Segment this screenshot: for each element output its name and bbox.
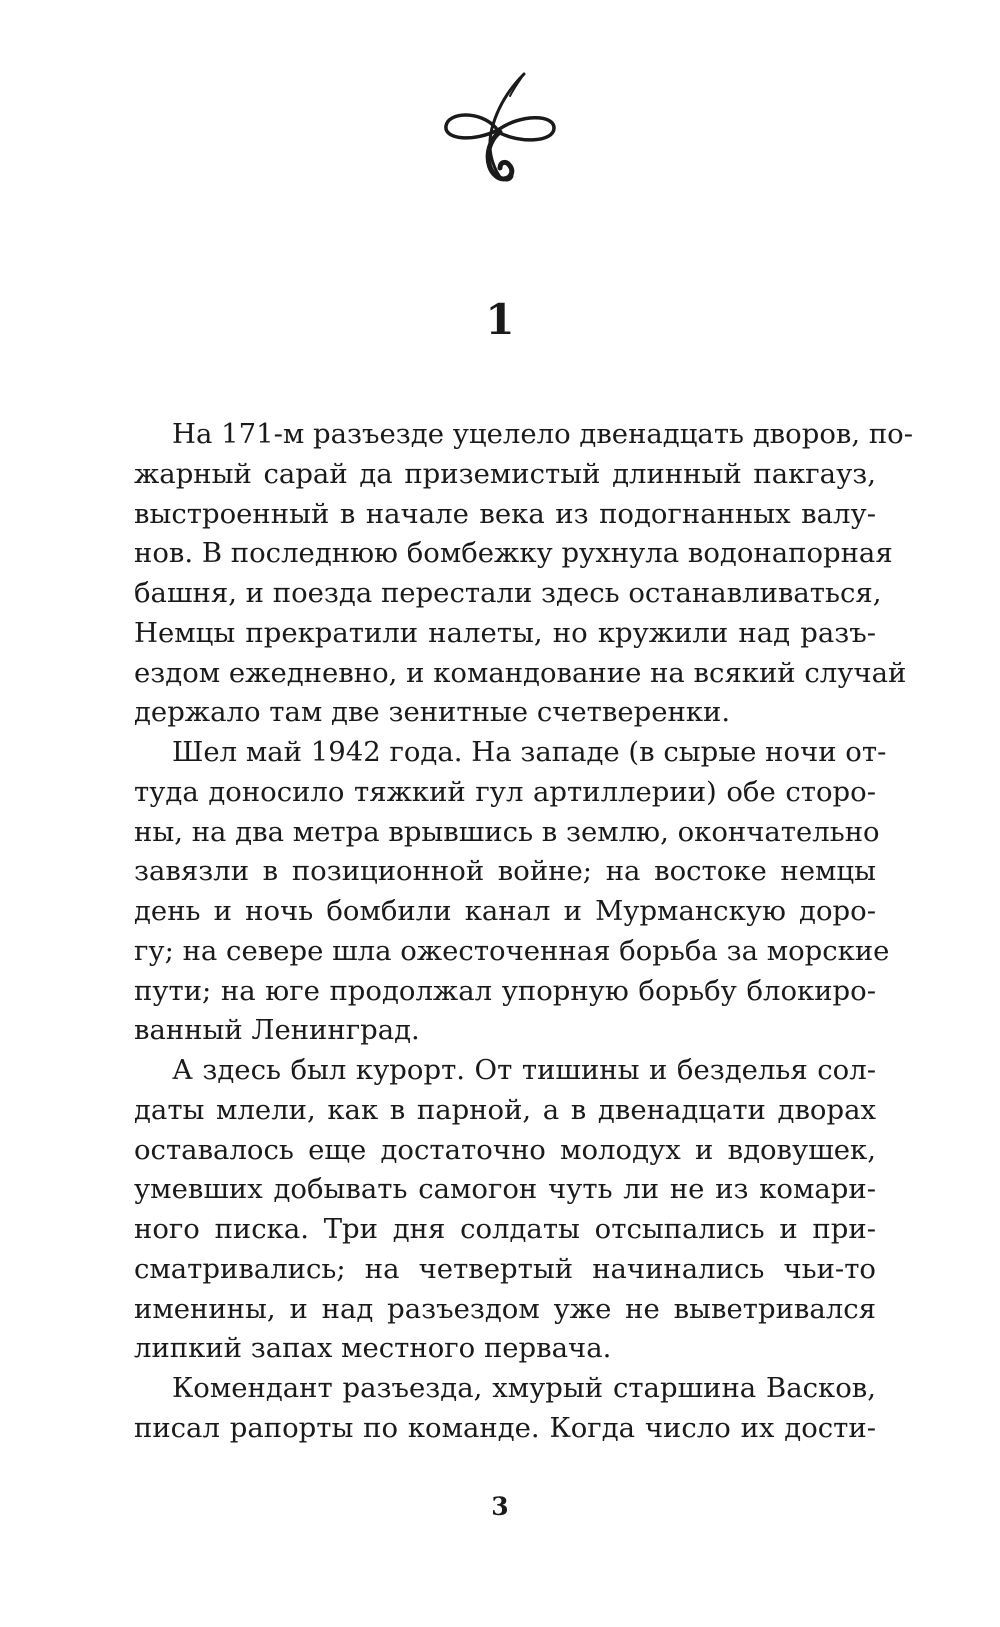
text-line: гу; на севере шла ожесточенная борьба за морские xyxy=(134,934,890,967)
text-line: выстроенный в начале века из подогнанных валу- xyxy=(134,497,876,530)
flourish-svg xyxy=(440,70,560,190)
text-line: башня, и поезда перестали здесь останавливаться, xyxy=(134,577,882,609)
text-line: туда доносило тяжкий гул артиллерии) обе сторо- xyxy=(134,775,876,808)
text-line: держало там две зенитные счетверенки. xyxy=(134,696,731,729)
chapter-body-text xyxy=(134,415,914,1449)
text-line: нов. В последнюю бомбежку рухнула водонапорная xyxy=(134,537,893,570)
text-line: именины, и над разъездом уже не выветривался xyxy=(134,1292,876,1325)
text-line: даты млели, как в парной, а в двенадцати дворах xyxy=(134,1093,876,1126)
text-line: липкий запах местного первача. xyxy=(134,1332,612,1365)
text-line: На 171-м разъезде уцелело двенадцать дворов, по- xyxy=(172,418,914,450)
text-line: Шел май 1942 года. На западе (в сырые ночи от- xyxy=(172,736,887,768)
text-line: умевших добывать самогон чуть ли не из комари- xyxy=(134,1173,876,1206)
text-line: жарный сарай да приземистый длинный пакгауз, xyxy=(134,457,876,490)
text-line: Комендант разъезда, хмурый старшина Васков, xyxy=(172,1372,876,1404)
text-line: оставалось еще достаточно молодух и вдовушек, xyxy=(134,1133,876,1166)
calligraphic-flourish-icon xyxy=(440,70,560,190)
text-line: ны, на два метра врывшись в землю, окончательно xyxy=(134,815,880,848)
text-line: завязли в позиционной войне; на востоке немцы xyxy=(134,855,876,888)
text-line: писал рапорты по команде. Когда число их дости- xyxy=(134,1411,876,1444)
page-number: 3 xyxy=(491,1492,509,1521)
text-line: А здесь был курорт. От тишины и безделья сол- xyxy=(172,1054,876,1086)
text-line: день и ночь бомбили канал и Мурманскую доро- xyxy=(134,895,876,927)
text-line: сматривались; на четвертый начинались чьи-то xyxy=(134,1252,876,1285)
text-line: ездом ежедневно, и командование на всякий случай xyxy=(134,656,907,689)
text-line: ванный Ленинград. xyxy=(134,1014,420,1047)
text-line: пути; на юге продолжал упорную борьбу блокиро- xyxy=(134,974,876,1007)
text-line: Немцы прекратили налеты, но кружили над разъ- xyxy=(134,616,876,649)
chapter-number: 1 xyxy=(485,295,515,344)
text-line: ного писка. Три дня солдаты отсыпались и при- xyxy=(134,1213,876,1245)
